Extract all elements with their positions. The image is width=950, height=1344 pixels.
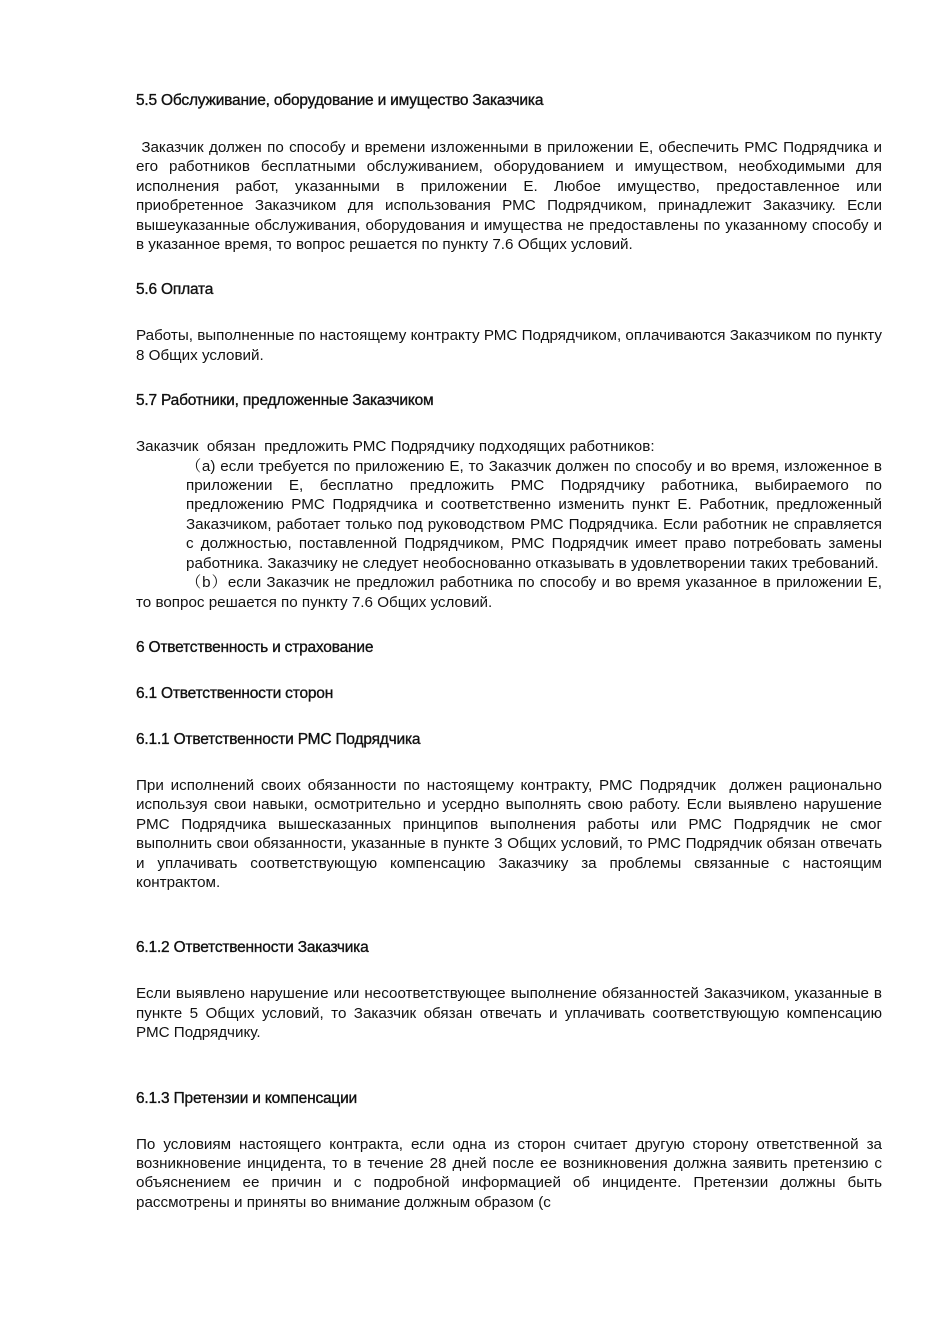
section-6-1-3-title: 6.1.3 Претензии и компенсации <box>136 1089 358 1107</box>
section-5-5-text: Заказчик должен по способу и времени изложенными в приложении Е, обеспечить РМС Подрядчика и его работников бесплатными обслуживанием, оборудованием и имуществом, необходимыми для исполнения работ, указанными в приложении Е. Любое имущество, предоставленное или приобретенное Заказчиком для использования РМС Подрядчиком, принадлежит Заказчику. Если вышеуказанные обслуживания, оборудования и имущества не предоставлены по указанному способу и в указанное время, то вопрос решается по пункту 7.6 Общих условий. <box>136 139 887 254</box>
document-page <box>136 88 887 1212</box>
section-6-1-3-text: По условиям настоящего контракта, если одна из сторон считает другую сторону ответственной за возникновение инцидента, то в течение 28 дней после ее возникновения должна заявить претензию с объяснением ее причин и с подробной информацией об инциденте. Претензии должны быть рассмотрены и приняты во внимание должным образом (с <box>136 1135 882 1211</box>
section-5-7-title: 5.7 Работники, предложенные Заказчиком <box>136 392 434 410</box>
section-5-5-title: 5.5 Обслуживание, оборудование и имущество Заказчика <box>136 92 544 109</box>
section-6-1-1-title: 6.1.1 Ответственности РМС Подрядчика <box>136 730 421 748</box>
section-5-6-title: 5.6 Оплата <box>136 281 214 299</box>
section-6-1-title: 6.1 Ответственности сторон <box>136 684 334 702</box>
section-5-7-item-b: （b）если Заказчик не предложил работника по способу и во время указанное в приложении Е, то вопрос решается по пункту 7.6 Общих условий. <box>136 574 882 611</box>
section-5-6-text: Работы, выполненные по настоящему контракту РМС Подрядчиком, оплачиваются Заказчиком по пункту 8 Общих условий. <box>136 327 882 364</box>
section-5-7-intro: Заказчик обязан предложить РМС Подрядчику подходящих работников: <box>136 438 655 456</box>
section-6-1-2-text: Если выявлено нарушение или несоответствующее выполнение обязанностей Заказчиком, указанные в пункте 5 Общих условий, то Заказчик обязан отвечать и уплачивать соответствующую компенсацию РМС Подрядчику. <box>136 985 882 1042</box>
section-5-7-item-a: （a) если требуется по приложению Е, то Заказчик должен по способу и во время, изложенное в приложении Е, бесплатно предложить РМС Подрядчику работника, выбираемого по предложению РМС Подрядчика и соответственно изменить пункт Е. Работник, предложенный Заказчиком, работает только под руководством РМС Подрядчика. Если работник не справляется с должностью, поставленной Подрядчиком, РМС Подрядчик имеет право потребовать замены работника. Заказчику не следует необоснованно отказывать в удовлетворении таких требований. <box>186 457 882 572</box>
section-6-1-2-title: 6.1.2 Ответственности Заказчика <box>136 939 369 957</box>
section-6-1-1-text: При исполнений своих обязанности по настоящему контракту, РМС Подрядчик должен рационально используя свои навыки, осмотрительно и усердно выполнять свою работу. Если выявлено нарушение РМС Подрядчика вышесказанных принципов выполнения работы или РМС Подрядчик не смог выполнить свои обязанности, указанные в пункте 3 Общих условий, то РМС Подрядчик обязан отвечать и уплачивать соответствующую компенсацию Заказчику за проблемы связанные с настоящим контрактом. <box>136 776 887 891</box>
section-6-title: 6 Ответственность и страхование <box>136 638 374 656</box>
